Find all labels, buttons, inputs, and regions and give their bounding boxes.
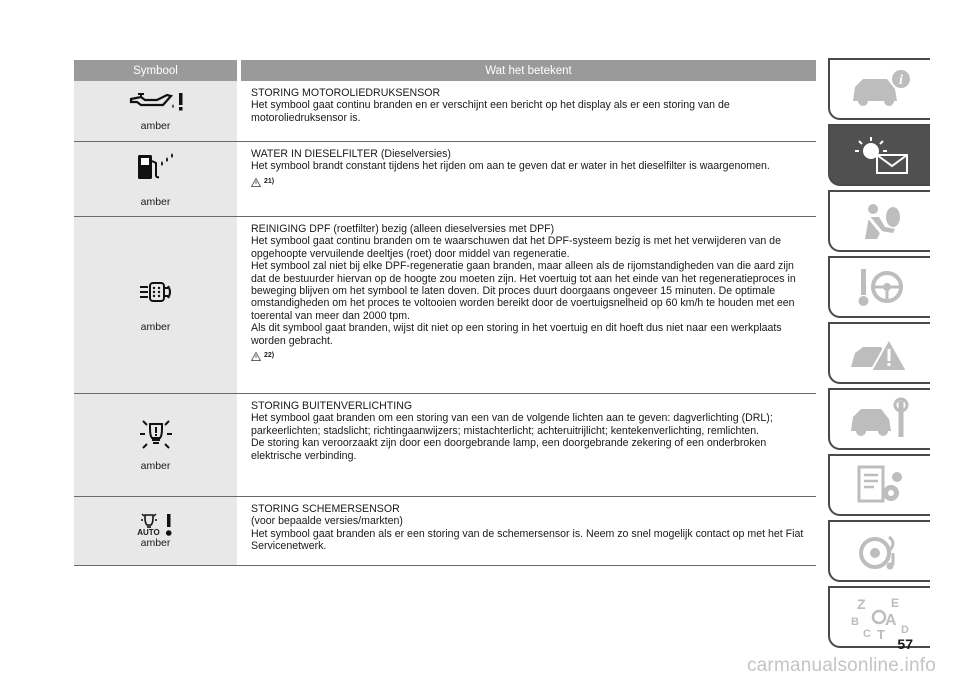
- tab-multimedia[interactable]: [828, 520, 930, 582]
- warning-triangle-icon: [251, 178, 261, 187]
- watermark: carmanualsonline.info: [746, 655, 936, 676]
- meaning-cell: [241, 81, 816, 141]
- warning-reference: [251, 176, 810, 188]
- tab-maintenance[interactable]: [828, 388, 930, 450]
- emergency-triangle-icon: [845, 331, 915, 375]
- auto-text: AUTO: [137, 528, 160, 537]
- tab-technical-data[interactable]: [828, 454, 930, 516]
- row-text: Het symbool gaat continu branden en er verschijnt een bericht op het display als er een storing van de motoroliedruksensor is.: [251, 99, 730, 124]
- table-row: [74, 81, 816, 142]
- key-steering-wheel-icon: [845, 265, 915, 309]
- table-row: [74, 142, 816, 217]
- meaning-cell: [241, 142, 816, 216]
- symbol-cell: [74, 142, 237, 216]
- table-header: [74, 60, 816, 81]
- warning-triangle-icon: [251, 352, 261, 361]
- symbol-cell: [74, 217, 237, 393]
- row-text: Het symbool brandt constant tijdens het rijden om aan te geven dat er water in het dieselfilter is waargenomen.: [251, 160, 770, 173]
- symbol-cell: [74, 497, 237, 565]
- color-label: amber: [140, 459, 171, 472]
- dpf-cleaning-icon: [138, 278, 174, 311]
- row-title: REINIGING DPF (roetfilter) bezig (alleen dieselversies met DPF): [251, 223, 555, 235]
- twilight-sensor-failure-icon: [137, 513, 174, 537]
- svg-text:T: T: [877, 627, 885, 641]
- row-title: STORING BUITENVERLICHTING: [251, 400, 413, 412]
- tab-car-info[interactable]: [828, 58, 930, 120]
- oil-pressure-sensor-warning-icon: [127, 91, 185, 118]
- car-info-icon: [845, 67, 915, 111]
- reference-number: 21): [264, 177, 275, 185]
- technical-data-gear-icon: [845, 463, 915, 507]
- svg-text:i: i: [899, 73, 903, 88]
- multimedia-icon: [845, 529, 915, 573]
- tab-warning-lights[interactable]: [828, 124, 930, 186]
- tab-safety[interactable]: [828, 190, 930, 252]
- alphabetical-index-icon: [845, 593, 915, 641]
- exterior-lighting-failure-icon: [138, 419, 174, 458]
- tab-index[interactable]: [828, 586, 930, 648]
- table-row: [74, 394, 816, 497]
- color-label: amber: [140, 119, 171, 132]
- page-number: 57: [897, 636, 913, 652]
- row-text: Het symbool zal niet bij elke DPF-regeneratie gaan branden, maar alleen als de rijomstandigheden van die aard zijn dat de bestuurder hiervan op de hoogte zou moeten zijn. Het voertuig tot aan het einde van het regeneratieproces in beweging blijven om het symbool te laten doven. Dit proces duurt doorgaans ongeveer 15 minuten. De optimale omstandigheden om het proces te voltooien worden bereikt door de voertuigsnelheid op 60 km/h te houden met een toerental van meer dan 2000 tpm.: [251, 260, 796, 322]
- svg-text:B: B: [851, 616, 859, 628]
- fuel-water-in-filter-icon: [134, 151, 178, 188]
- color-label: amber: [140, 195, 171, 208]
- svg-text:E: E: [891, 596, 900, 610]
- meaning-cell: [241, 497, 816, 565]
- row-text: (voor bepaalde versies/markten): [251, 515, 403, 528]
- reference-number: 22): [264, 352, 275, 360]
- row-text: Het symbool gaat continu branden om te waarschuwen dat het DPF-systeem bezig is met het verwijderen van de opgehoopte vervuilende deeltjes (roet) door middel van regeneratie.: [251, 235, 781, 260]
- row-text: Het symbool gaat branden als er een storing van de schemersensor is. Neem zo snel mogelijk contact op met het Fiat Servicenetwerk.: [251, 527, 804, 553]
- svg-text:Z: Z: [857, 596, 866, 612]
- table-row: [74, 217, 816, 394]
- car-maintenance-wrench-icon: [845, 397, 915, 441]
- row-text: Het symbool gaat branden om een storing van een van de volgende lichten aan te geven: dagverlichting (DRL); parkeerlichten; stadslicht; richtingaanwijzers; mistachterlicht; achteruitrijlicht; kentekenverlichting, remlichten.: [251, 412, 773, 437]
- color-label: amber: [140, 320, 171, 333]
- row-title: STORING SCHEMERSENSOR: [251, 503, 400, 515]
- tab-emergency[interactable]: [828, 322, 930, 384]
- svg-text:C: C: [863, 628, 871, 640]
- safety-airbag-icon: [845, 199, 915, 243]
- color-label: amber: [140, 537, 171, 549]
- warning-reference: [251, 350, 810, 362]
- row-text: De storing kan veroorzaakt zijn door een doorgebrande lamp, een doorgebrande zekering of een onderbroken elektrische verbinding.: [251, 437, 767, 462]
- warning-light-message-icon: [845, 133, 915, 177]
- row-text: Als dit symbool gaat branden, wijst dit niet op een storing in het voertuig en dit hoeft dus niet naar een werkplaats worden gebracht.: [251, 322, 782, 347]
- chapter-tabs: [828, 58, 930, 652]
- warning-lights-table: [74, 60, 816, 566]
- meaning-cell: [241, 217, 816, 393]
- table-row: [74, 497, 816, 566]
- header-symbol: Symbool: [74, 60, 237, 81]
- symbol-cell: [74, 394, 237, 496]
- header-meaning: Wat het betekent: [241, 60, 816, 81]
- svg-text:D: D: [901, 624, 909, 636]
- meaning-cell: [241, 394, 816, 496]
- tab-starting-driving[interactable]: [828, 256, 930, 318]
- row-title: STORING MOTOROLIEDRUKSENSOR: [251, 87, 441, 99]
- row-title: WATER IN DIESELFILTER (Dieselversies): [251, 148, 451, 160]
- symbol-cell: [74, 81, 237, 141]
- svg-text:A: A: [885, 612, 897, 629]
